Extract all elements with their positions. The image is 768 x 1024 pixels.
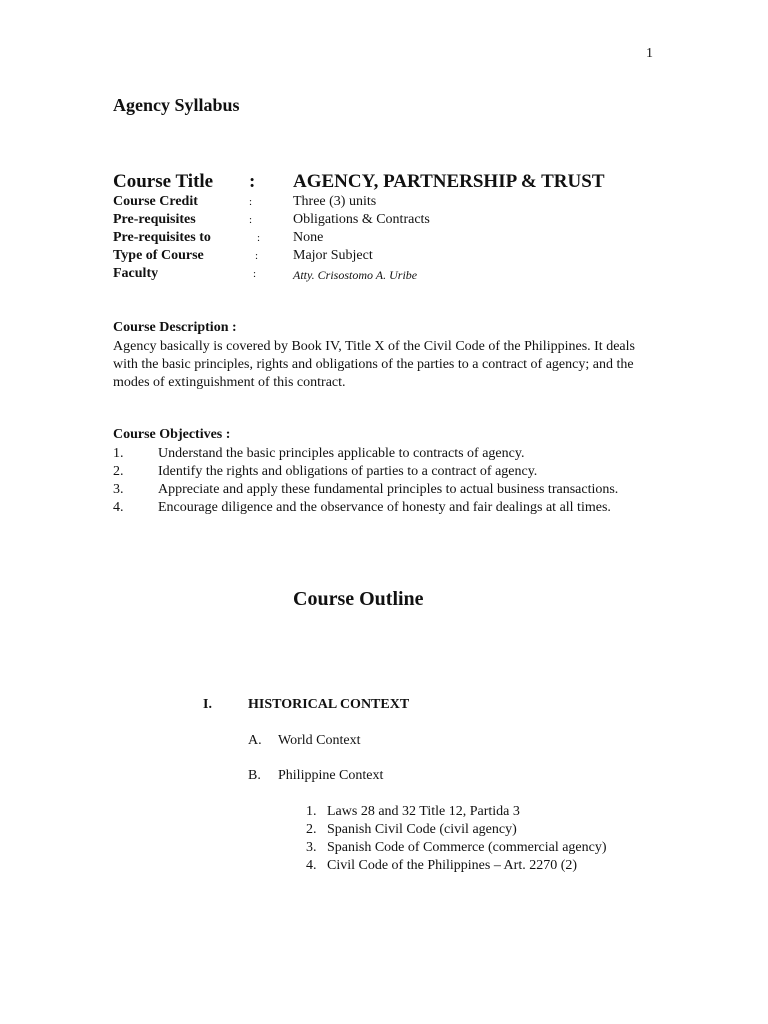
objective-number: 4.: [113, 500, 124, 515]
course-title-label: Course Title: [113, 171, 214, 192]
course-title-value: AGENCY, PARTNERSHIP & TRUST: [293, 171, 605, 192]
objective-text: Identify the rights and obligations of parties to a contract of agency.: [158, 464, 538, 479]
course-credit-label: Course Credit: [113, 194, 198, 209]
course-description-text: Agency basically is covered by Book IV, Title X of the Civil Code of the Philippines. It deals with the basic principles, rights and obligations of the parties to a contract of agency; and the modes of extinguishment of this contract.: [113, 339, 635, 390]
prerequisites-value: Obligations & Contracts: [293, 212, 430, 227]
page-number: 1: [646, 46, 653, 61]
type-of-course-label: Type of Course: [113, 248, 204, 263]
list-item-number: 4.: [306, 858, 317, 873]
objective-text: Appreciate and apply these fundamental principles to actual business transactions.: [158, 482, 619, 497]
subsection-letter: B.: [248, 768, 261, 783]
subsection-label: Philippine Context: [278, 768, 384, 783]
faculty-colon: :: [253, 268, 257, 280]
course-credit-colon: :: [249, 196, 253, 208]
objective-text: Encourage diligence and the observance of honesty and fair dealings at all times.: [158, 500, 611, 515]
list-item-text: Spanish Code of Commerce (commercial agency): [327, 840, 607, 855]
document-title: Agency Syllabus: [113, 95, 240, 115]
faculty-value: Atty. Crisostomo A. Uribe: [293, 268, 418, 282]
list-item-number: 1.: [306, 804, 317, 819]
list-item-number: 3.: [306, 840, 317, 855]
subsection-label: World Context: [278, 733, 361, 748]
prerequisites-to-colon: :: [257, 232, 261, 244]
faculty-label: Faculty: [113, 266, 159, 281]
course-objectives-heading: Course Objectives :: [113, 427, 231, 442]
prerequisites-colon: :: [249, 214, 253, 226]
objective-text: Understand the basic principles applicable to contracts of agency.: [158, 446, 525, 461]
course-description-heading: Course Description :: [113, 320, 237, 335]
subsection-letter: A.: [248, 733, 262, 748]
section-title: HISTORICAL CONTEXT: [248, 697, 410, 712]
list-item-text: Laws 28 and 32 Title 12, Partida 3: [327, 804, 520, 819]
list-item-text: Civil Code of the Philippines – Art. 2270 (2): [327, 858, 578, 873]
objective-number: 3.: [113, 482, 124, 497]
prerequisites-label: Pre-requisites: [113, 212, 196, 227]
type-of-course-value: Major Subject: [293, 248, 373, 263]
list-item-number: 2.: [306, 822, 317, 837]
objective-number: 2.: [113, 464, 124, 479]
type-of-course-colon: :: [255, 250, 259, 262]
objective-number: 1.: [113, 446, 124, 461]
course-title-colon: :: [249, 171, 256, 192]
course-outline-title: Course Outline: [293, 588, 424, 610]
list-item-text: Spanish Civil Code (civil agency): [327, 822, 517, 837]
prerequisites-to-value: None: [293, 230, 324, 245]
section-number: I.: [203, 697, 212, 712]
course-credit-value: Three (3) units: [293, 194, 377, 209]
prerequisites-to-label: Pre-requisites to: [113, 230, 211, 245]
